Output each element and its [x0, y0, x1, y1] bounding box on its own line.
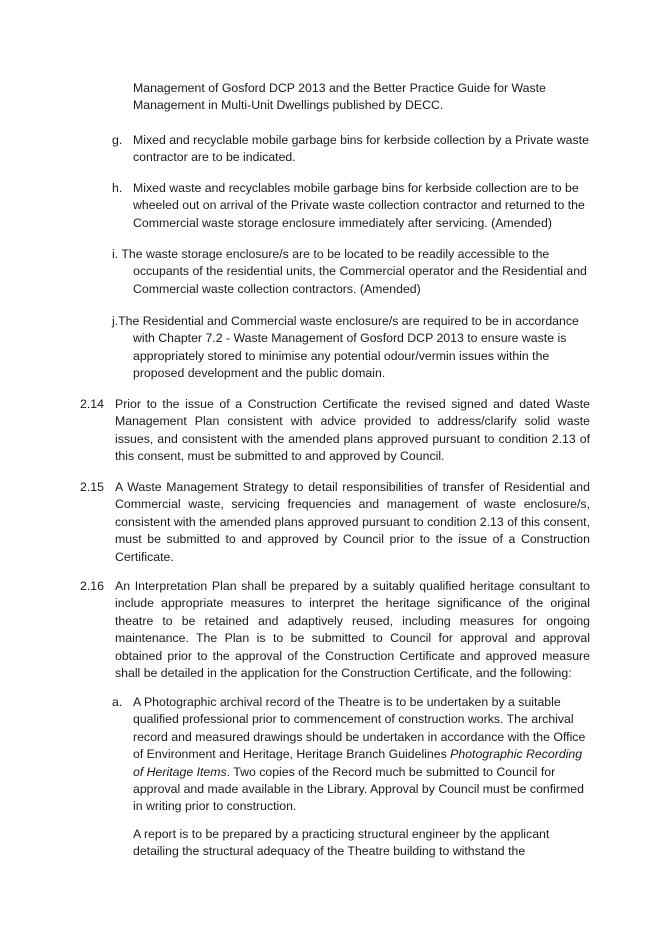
condition-number: 2.14 — [80, 397, 104, 411]
condition-2-15 — [80, 479, 590, 566]
item-label: i. — [112, 247, 119, 261]
condition-2-14 — [80, 396, 590, 466]
item-label: h. — [112, 181, 123, 195]
item-text: Mixed waste and recyclables mobile garbage bins for kerbside collection are to be wheeled out on arrival of the Private waste collection contractor and returned to the Commercial waste storage enclosure immediately after servicing. (Amended) — [133, 181, 585, 230]
sub-item-a — [112, 694, 590, 816]
list-item-i — [112, 246, 592, 298]
intro-continuation: Management of Gosford DCP 2013 and the Better Practice Guide for Waste Management in Multi-Unit Dwellings published by DECC. — [133, 81, 546, 113]
item-label: g. — [112, 133, 123, 147]
item-text: Mixed and recyclable mobile garbage bins for kerbside collection by a Private waste contractor are to be indicated. — [133, 133, 589, 165]
condition-text: A Waste Management Strategy to detail responsibilities of transfer of Residential and Commercial waste, servicing frequencies and management of waste enclosure/s, consistent with the amended plans approved pursuant to condition 2.13 of this consent, must be submitted to and approved by Council prior to the issue of a Construction Certificate. — [115, 480, 590, 564]
condition-number: 2.15 — [80, 480, 104, 494]
item-text: The waste storage enclosure/s are to be located to be readily accessible to the occupants of the residential units, the Commercial operator and the Residential and Commercial waste collection contractors. (Amended) — [121, 247, 587, 296]
item-label: j. — [112, 314, 119, 328]
final-paragraph: A report is to be prepared by a practicing structural engineer by the applicant detailing the structural adequacy of the Theatre building to withstand the — [133, 827, 550, 859]
list-item-j — [112, 313, 592, 383]
item-text: The Residential and Commercial waste enclosure/s are required to be in accordance with Chapter 7.2 - Waste Management of Gosford DCP 2013 to ensure waste is appropriately stored to minimise any potential odour/vermin issues within the proposed development and the public domain. — [118, 314, 579, 381]
condition-2-16 — [80, 578, 590, 682]
list-item-g — [112, 132, 592, 167]
guideline-title: Photographic Recording of Heritage Items — [133, 747, 583, 779]
item-text: A Photographic archival record of the Theatre is to be undertaken by a suitable qualified professional prior to commencement of construction works. The archival record and measured drawings should be undertaken in accordance with the Office of Environment and Heritage, Heritage Branch Guidelines Photographic Recording of Heritage Items. Two copies of the Record much be submitted to Council for approval and made available in the Library. Approval by Council must be confirmed in writing prior to construction. — [133, 695, 586, 814]
condition-text: An Interpretation Plan shall be prepared by a suitably qualified heritage consultant to include appropriate measures to interpret the heritage significance of the original theatre to be retained and adaptively reused, including measures for ongoing maintenance. The Plan is to be submitted to Council for approval and approval obtained prior to the approval of the Construction Certificate and approved measure shall be detailed in the application for the Construction Certificate, and the following: — [115, 579, 590, 681]
item-label: a. — [112, 695, 123, 709]
condition-text: Prior to the issue of a Construction Certificate the revised signed and dated Waste Management Plan consistent with advice provided to address/clarify solid waste issues, and consistent with the amended plans approved pursuant to condition 2.13 of this consent, must be submitted to and approved by Council. — [115, 397, 590, 464]
condition-number: 2.16 — [80, 579, 104, 593]
list-item-h — [112, 180, 592, 232]
